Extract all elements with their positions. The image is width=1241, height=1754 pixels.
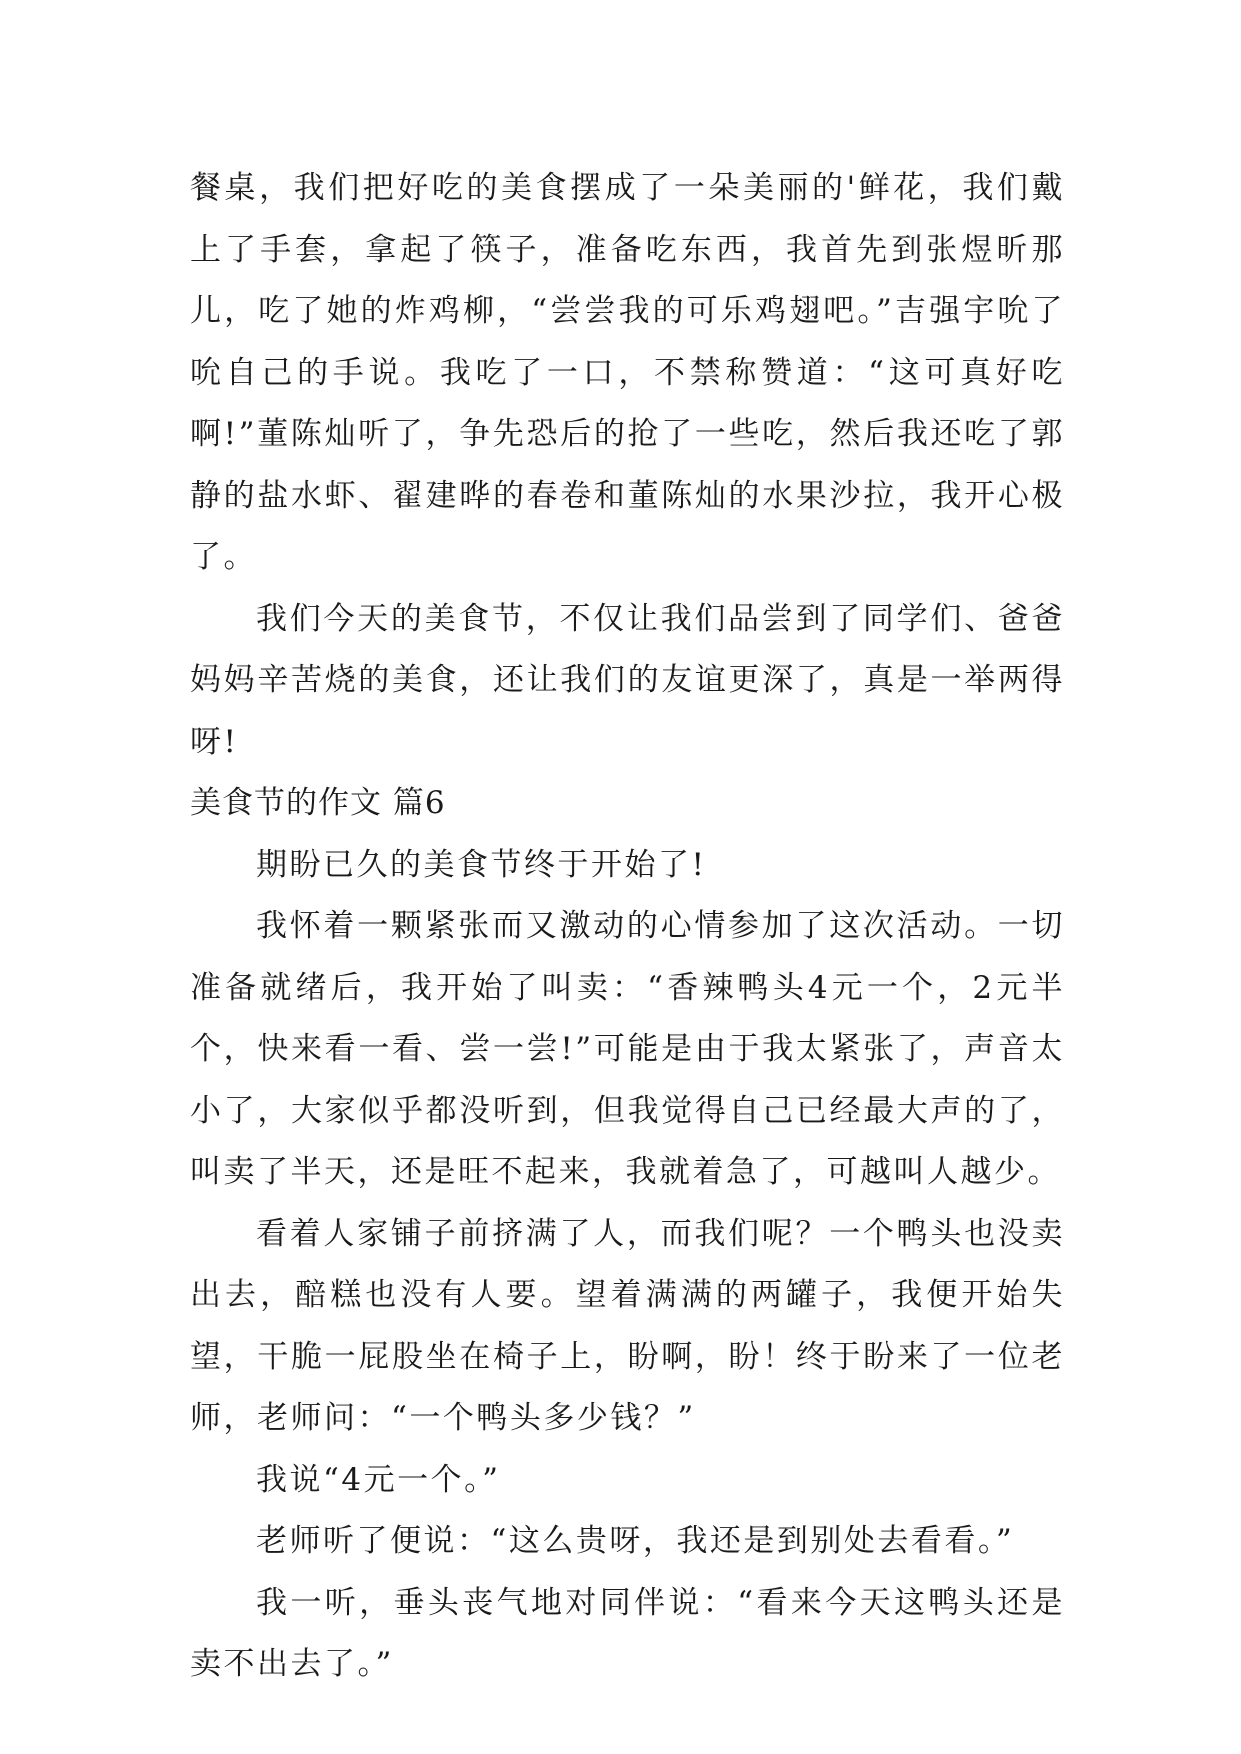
section-heading: 美食节的作文 篇6 [190, 785, 446, 821]
paragraph-feast-summary: 我们今天的美食节，不仅让我们品尝到了同学们、爸爸妈妈辛苦烧的美食，还让我们的友谊更深了，真是一举两得呀! [190, 600, 1065, 760]
paragraph-feast-tasting: 餐桌，我们把好吃的美食摆成了一朵美丽的'鲜花，我们戴上了手套，拿起了筷子，准备吃东西，我首先到张煜昕那儿，吃了她的炸鸡柳，“尝尝我的可乐鸡翅吧。”吉强宇吮了吮自己的手说。我吃了一口，不禁称赞道：“这可真好吃啊!”董陈灿听了，争先恐后的抢了一些吃，然后我还吃了郭静的盐水虾、翟建晔的春卷和董陈灿的水果沙拉，我开心极了。 [190, 170, 1065, 575]
paragraph-waiting: 看着人家铺子前挤满了人，而我们呢？一个鸭头也没卖出去，醅糕也没有人要。望着满满的两罐子，我便开始失望，干脆一屁股坐在椅子上，盼啊，盼！终于盼来了一位老师，老师问：“一个鸭头多少钱？” [190, 1215, 1065, 1436]
paragraph-price-reply: 我说“4元一个。” [256, 1461, 501, 1498]
paragraph-selling: 我怀着一颗紧张而又激动的心情参加了这次活动。一切准备就绪后，我开始了叫卖：“香辣鸭头4元一个，2元半个，快来看一看、尝一尝!”可能是由于我太紧张了，声音太小了，大家似乎都没听到，但我觉得自己已经最大声的了，叫卖了半天，还是旺不起来，我就着急了，可越叫人越少。 [190, 908, 1065, 1190]
paragraph-opening: 期盼已久的美食节终于开始了! [256, 846, 707, 883]
paragraph-disappointment: 我一听，垂头丧气地对同伴说：“看来今天这鸭头还是卖不出去了。” [190, 1584, 1065, 1682]
paragraph-teacher-reply: 老师听了便说：“这么贵呀，我还是到别处去看看。” [256, 1523, 1015, 1559]
article-body [190, 158, 1065, 1696]
